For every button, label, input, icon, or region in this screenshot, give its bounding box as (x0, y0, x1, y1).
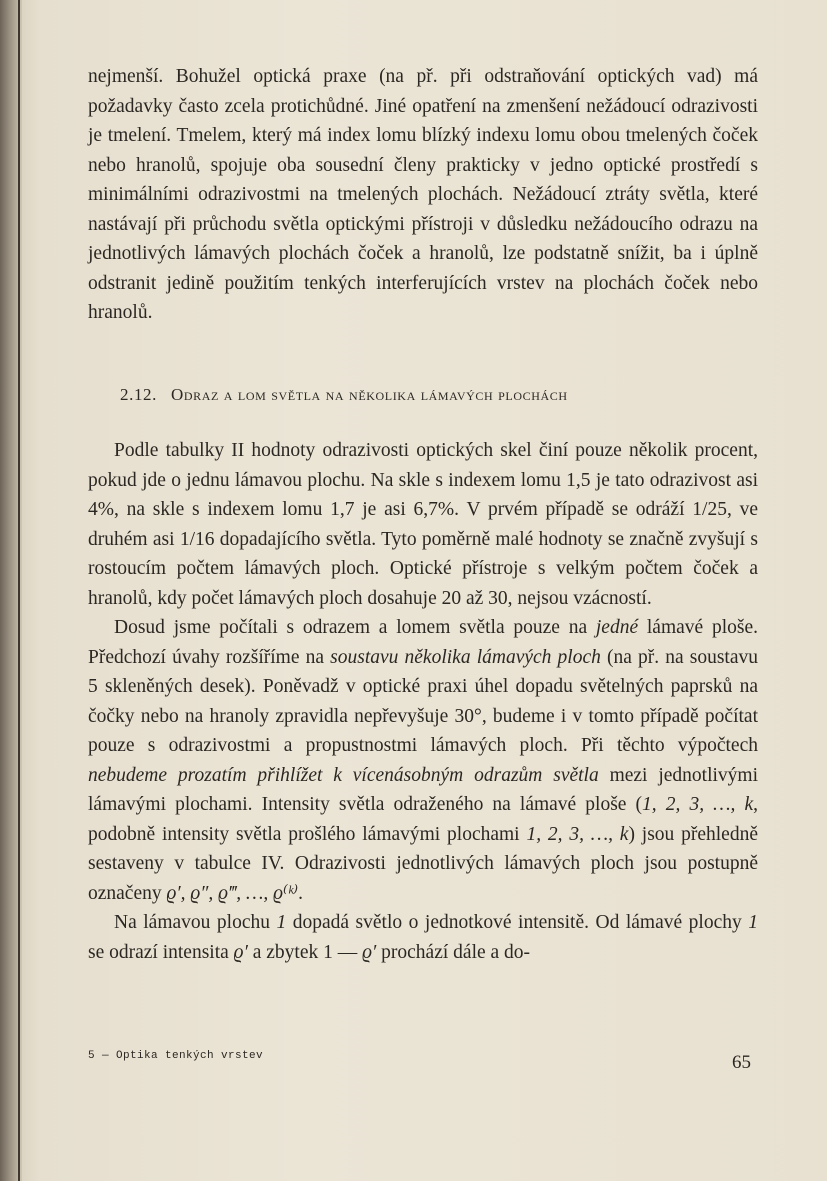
p2-em-1: jedné (595, 617, 639, 638)
p2-text-d: mezi jednotlivými lámavými plochami. Intensity světla odraženého na lámavé ploše ( (88, 764, 759, 815)
p1-fraction-2: 1/16 (179, 528, 215, 550)
top-paragraph (88, 62, 758, 328)
p3-text-a: Na lámavou plochu (114, 912, 277, 933)
paragraph-2 (88, 613, 758, 908)
page-number: 65 (732, 1052, 751, 1073)
p2-text-c: (na př. na soustavu 5 skleněných desek). Poněvadž v optické praxi úhel dopadu světelných paprsků na čočky nebo na hranoly zpravidla nepřevyšuje 30°, budeme i v tomto případě počítat pouze s odrazivostmi a propustnostmi lámavých ploch. Při těchto výpočtech (88, 646, 759, 756)
p1-fraction-1: 1/25 (692, 499, 727, 520)
p2-em-5: 1, 2, 3, …, k (526, 823, 629, 845)
p2-em-4: 1, 2, 3, …, k (642, 794, 754, 815)
footer-signature: 5 — Optika tenkých vrstev (88, 1050, 264, 1062)
p2-em-2: soustavu několika lámavých ploch (330, 646, 601, 668)
p2-em-3: nebudeme prozatím přihlížet k vícenásobným odrazům světla (88, 764, 599, 786)
section-heading (120, 385, 760, 405)
section-title: Odraz a lom světla na několika lámavých plochách (171, 385, 568, 404)
p1-text-a: Podle tabulky II hodnoty odrazivosti optických skel činí pouze několik procent, pokud jde o jednu lámavou plochu. Na skle s indexem lomu 1,5 je tato odrazivost asi 4%, na skle s indexem lomu 1,7 je asi 6,7%. V prvém případě se odráží (88, 440, 758, 520)
top-paragraph-text: nejmenší. Bohužel optická praxe (na př. při odstraňování optických vad) má požadavky často zcela protichůdné. Jiné opatření na zmenšení nežádoucí odrazivosti je tmelení. Tmelem, který má index lomu blízký indexu lomu obou tmelených čoček nebo hranolů, spojuje oba sousední členy prakticky v jedno optické prostředí s minimálními odrazivostmi na tmelených plochách. Nežádoucí ztráty světla, které nastávají při průchodu světla optickými přístroji v důsledku nežádoucího odrazu na jednotlivých lámavých plochách čoček a hranolů, lze podstatně snížit, ba i úplně odstranit jedině použitím tenkých interferujících vrstev na plochách čoček nebo hranolů. (88, 66, 758, 323)
p3-text-e: prochází dále a do- (376, 941, 531, 963)
p1-text-c: dopadajícího světla. Tyto poměrně malé hodnoty se značně zvyšují s rostoucím počtem lámavých ploch. Optické přístroje s velkým počtem čoček a hranolů, kdy počet lámavých ploch dosahuje 20 až 30, nejsou vzácností. (88, 528, 758, 609)
p2-text-a: Dosud jsme počítali s odrazem a lomem světla pouze na (114, 617, 596, 638)
p3-text-d: a zbytek 1 — (247, 941, 363, 963)
p2-text-e: , podobně intensity světla prošlého lámavými plochami (88, 794, 758, 845)
p3-text-c: se odrazí intensita (88, 941, 234, 963)
paragraph-1 (88, 436, 758, 613)
p3-em-2: 1 (748, 912, 758, 933)
p3-em-1: 1 (276, 912, 287, 933)
section-number: 2.12. (120, 385, 157, 404)
p3-em-3: ϱ′ (233, 941, 248, 963)
p1-text-b: , ve druhém asi (88, 499, 759, 550)
section-body (88, 436, 758, 967)
p3-em-4: ϱ′ (362, 941, 377, 963)
p3-text-b: dopadá světlo o jednotkové intensitě. Od lámavé plochy (286, 912, 749, 933)
paragraph-3 (88, 908, 758, 967)
p2-text-b: lámavé ploše. Předchozí úvahy rozšíříme na (88, 617, 758, 668)
p2-text-f: ) jsou přehledně sestaveny v tabulce IV. Odrazivosti jednotlivých lámavých ploch jsou postupně označeny (88, 823, 758, 904)
p2-text-g: . (298, 882, 303, 904)
book-spine-edge (18, 0, 20, 1181)
p2-em-6: ϱ′, ϱ″, ϱ‴, …, ϱ⁽ᵏ⁾ (166, 882, 299, 904)
